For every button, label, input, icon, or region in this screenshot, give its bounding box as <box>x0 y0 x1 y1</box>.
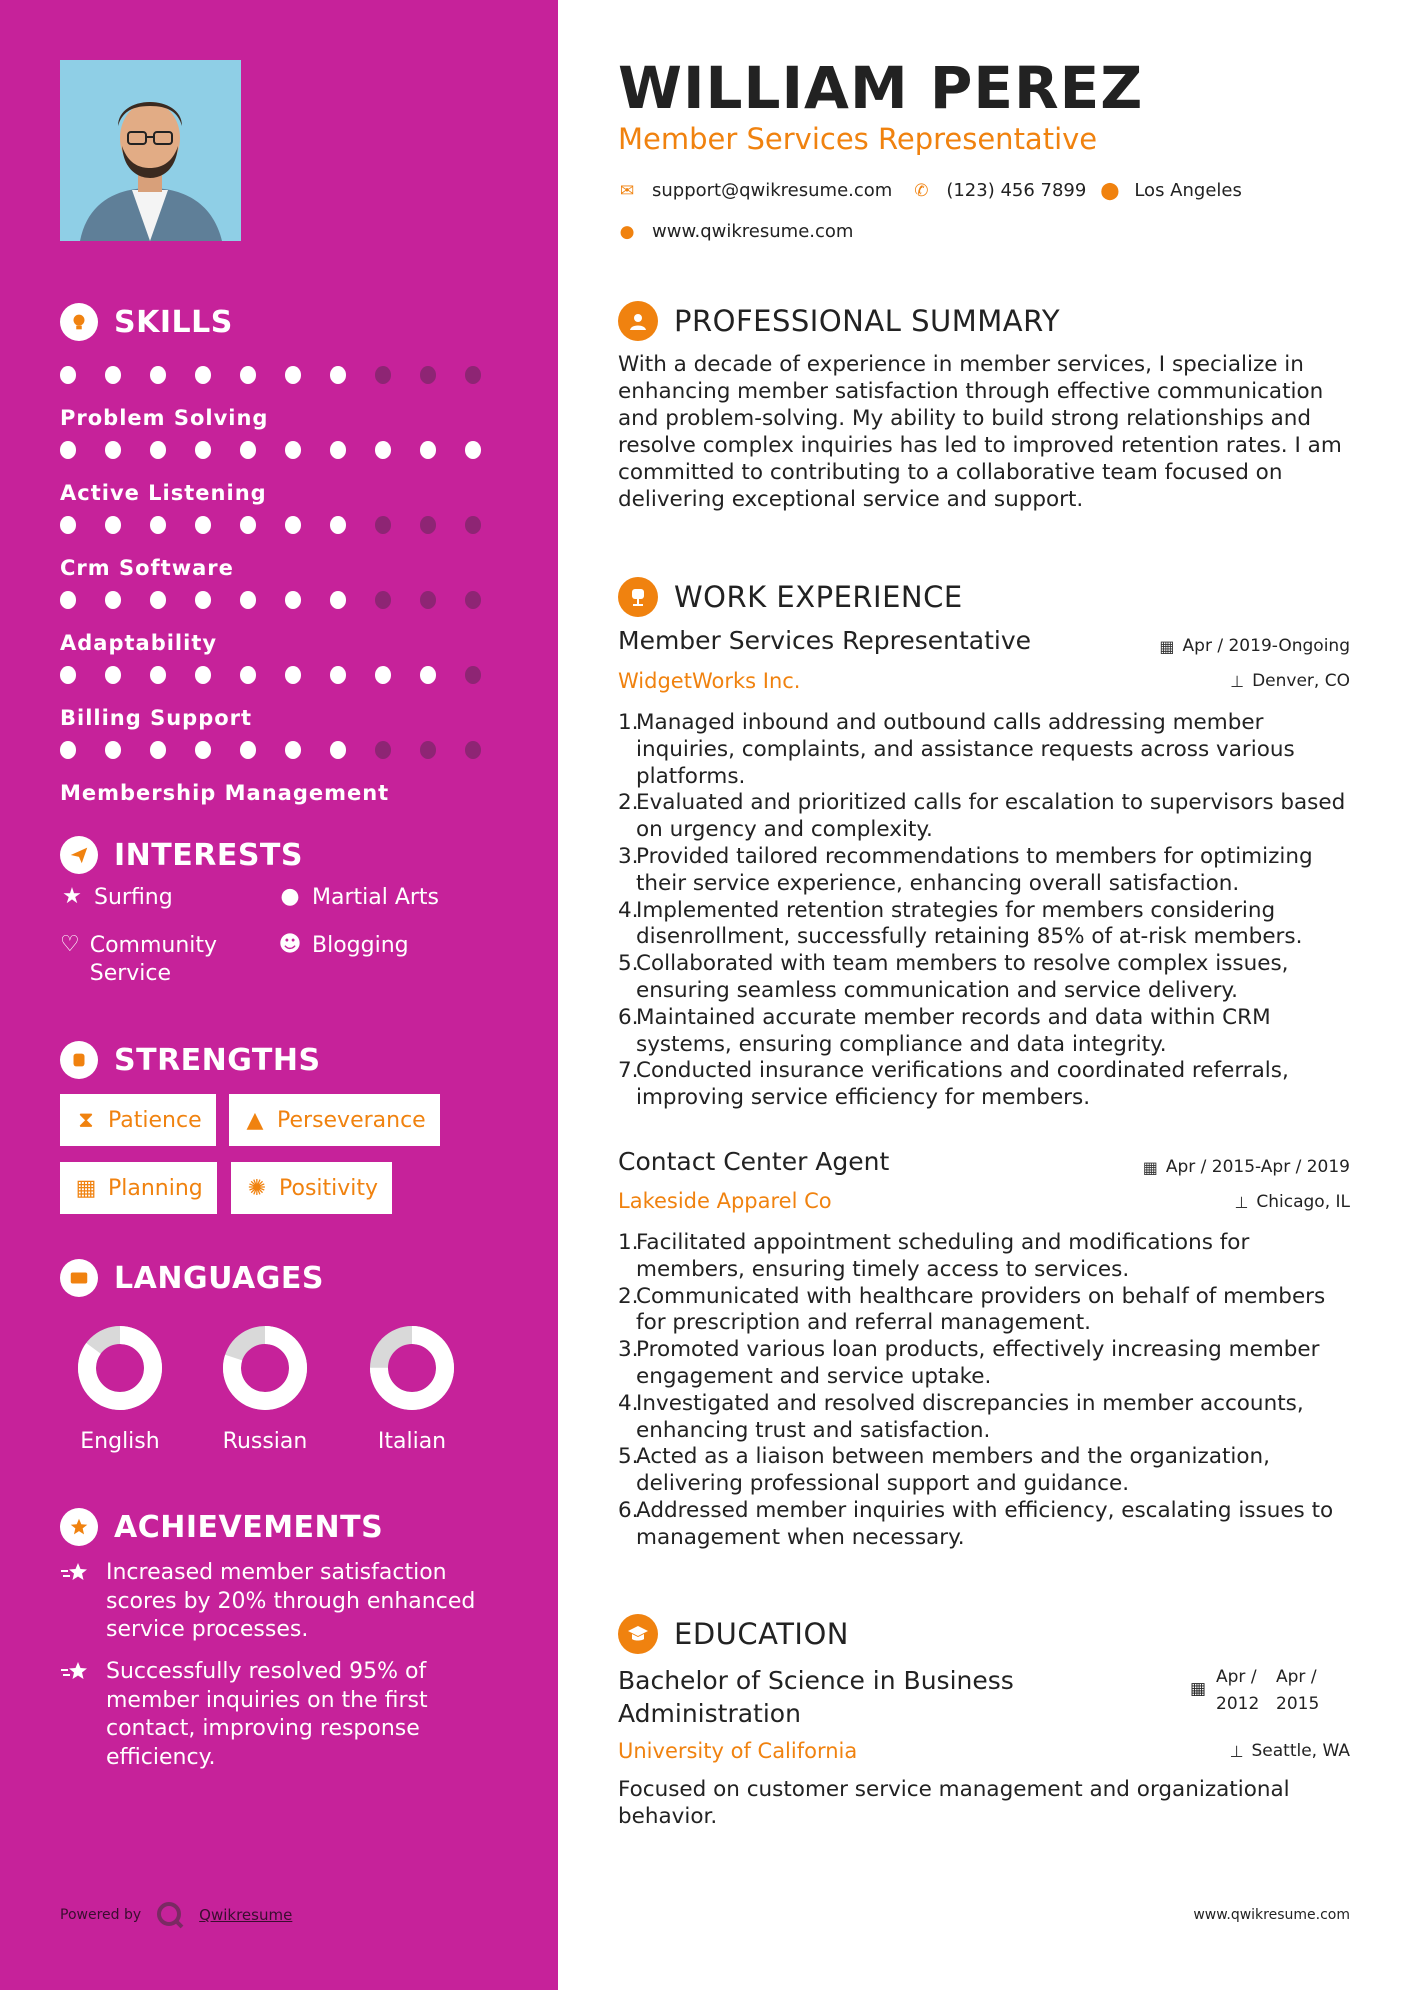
skill-dot <box>105 666 121 684</box>
strength-badge <box>231 1162 392 1214</box>
shooting-star-icon <box>60 1658 92 1772</box>
skill-dot <box>465 591 481 609</box>
duty-text: Managed inbound and outbound calls addressing member inquiries, complaints, and assistance requests across various platforms. <box>636 710 1295 789</box>
job-location <box>1234 1192 1350 1212</box>
duty-item <box>618 898 1353 952</box>
skill-dot <box>285 366 301 384</box>
skill-dot <box>150 366 166 384</box>
star-icon: ★ <box>62 884 82 909</box>
footer-website[interactable]: www.qwikresume.com <box>1193 1907 1350 1923</box>
skill-dot <box>420 366 436 384</box>
website-text[interactable]: www.qwikresume.com <box>652 221 854 242</box>
job-dates-text: Apr / 2019-Ongoing <box>1182 636 1350 656</box>
profile-photo <box>60 60 241 241</box>
briefcase-chair-icon <box>618 577 658 617</box>
duty-number: 7. <box>618 1058 639 1084</box>
skill-dot <box>105 366 121 384</box>
skill-dot <box>330 441 346 459</box>
skill-rating <box>60 591 510 609</box>
education-heading <box>618 1614 849 1654</box>
skills-heading <box>60 303 233 341</box>
skill-dot <box>240 516 256 534</box>
skill-dot <box>60 666 76 684</box>
education-description: Focused on customer service management and organizational behavior. <box>618 1777 1290 1829</box>
skill-dot <box>60 441 76 459</box>
skill-dot <box>105 741 121 759</box>
skill-dot <box>465 516 481 534</box>
sun-icon: ✺ <box>247 1175 267 1201</box>
skill-dot <box>330 366 346 384</box>
skill-name: Membership Management <box>60 781 390 805</box>
duty-item <box>618 951 1353 1005</box>
skill-rating <box>60 516 510 534</box>
skill-dot <box>60 516 76 534</box>
sidebar <box>0 0 558 1990</box>
skill-name: Billing Support <box>60 706 253 730</box>
job-title: Contact Center Agent <box>618 1147 890 1176</box>
strength-badge <box>60 1162 217 1214</box>
skill-dot <box>240 441 256 459</box>
fist-icon <box>60 1041 98 1079</box>
skill-dot <box>330 591 346 609</box>
user-icon <box>618 301 658 341</box>
duty-number: 3. <box>618 1337 639 1363</box>
skill-name: Crm Software <box>60 556 234 580</box>
skill-dot <box>420 441 436 459</box>
duty-number: 2. <box>618 1283 639 1309</box>
skill-dot <box>330 516 346 534</box>
skill-dot <box>375 591 391 609</box>
skill-item <box>60 502 510 580</box>
powered-by-label: Powered by <box>60 1907 142 1923</box>
pin-icon: ⊥ <box>1230 671 1245 691</box>
duty-text: Implemented retention strategies for members considering disenrollment, successfully retaining 85% of at-risk members. <box>636 897 1303 950</box>
skill-dot <box>150 441 166 459</box>
job-location <box>1230 671 1350 691</box>
main-content <box>618 0 1350 1990</box>
summary-heading <box>618 301 1060 341</box>
duty-item <box>618 844 1353 898</box>
envelope-icon: ✉ <box>619 180 635 201</box>
duty-number: 4. <box>618 1390 639 1416</box>
skill-dot <box>285 441 301 459</box>
skill-dot <box>420 666 436 684</box>
trophy-star-icon <box>60 1508 98 1546</box>
skill-dot <box>330 666 346 684</box>
calendar-icon: ▦ <box>75 1175 97 1201</box>
job-location-text: Chicago, IL <box>1256 1192 1350 1212</box>
summary-title: PROFESSIONAL SUMMARY <box>674 304 1061 338</box>
education-end: Apr / 2015 <box>1276 1667 1320 1714</box>
skill-dot <box>375 666 391 684</box>
strength-label: Patience <box>108 1107 202 1133</box>
interest-item <box>278 884 439 912</box>
skill-dot <box>240 666 256 684</box>
achievement-item <box>60 1658 500 1772</box>
interest-label: Blogging <box>312 933 409 958</box>
interest-item <box>278 932 409 960</box>
skill-item <box>60 577 510 655</box>
skill-item <box>60 427 510 505</box>
experience-heading <box>618 577 963 617</box>
duty-text: Maintained accurate member records and data within CRM systems, ensuring compliance and data integrity. <box>636 1004 1271 1057</box>
qwikresume-logo-icon <box>155 1900 185 1930</box>
duty-text: Conducted insurance verifications and coordinated referrals, improving service efficiency for members. <box>636 1058 1289 1111</box>
globe-icon: ● <box>619 221 635 242</box>
skill-dot <box>150 741 166 759</box>
experience-title: WORK EXPERIENCE <box>674 580 963 614</box>
achievement-item <box>60 1559 500 1645</box>
language-item <box>205 1325 325 1454</box>
calendar-icon: ▦ <box>1159 636 1175 656</box>
duty-item <box>618 1284 1353 1338</box>
achievement-text: Successfully resolved 95% of member inquiries on the first contact, improving response efficiency. <box>106 1659 428 1770</box>
education-title: EDUCATION <box>674 1617 850 1651</box>
job-title: Member Services Representative <box>618 626 1032 655</box>
duty-text: Facilitated appointment scheduling and modifications for members, ensuring timely access to services. <box>636 1230 1250 1282</box>
calendar-icon: ▦ <box>1189 1679 1206 1699</box>
duty-item <box>618 1058 1353 1112</box>
job-duties-list <box>618 710 1353 1112</box>
hourglass-icon: ⧗ <box>78 1107 94 1133</box>
strength-badge <box>229 1094 440 1146</box>
duty-number: 5. <box>618 951 639 977</box>
skill-dot <box>420 591 436 609</box>
candidate-title: Member Services Representative <box>618 122 1098 156</box>
duty-text: Provided tailored recommendations to members for optimizing their service experience, enhancing overall satisfaction. <box>636 843 1313 896</box>
education-dates <box>1190 1664 1330 1718</box>
duty-number: 5. <box>618 1444 639 1470</box>
strengths-heading <box>60 1041 321 1079</box>
email-text[interactable]: support@qwikresume.com <box>652 180 893 201</box>
hand-icon: ♡ <box>60 932 80 957</box>
skill-dot <box>150 666 166 684</box>
languages-title: LANGUAGES <box>114 1260 324 1296</box>
duty-number: 6. <box>618 1497 639 1523</box>
skill-dot <box>285 741 301 759</box>
duty-number: 2. <box>618 790 639 816</box>
skill-dot <box>375 516 391 534</box>
skill-dot <box>330 741 346 759</box>
powered-by <box>60 1900 292 1930</box>
interest-label: Surfing <box>94 885 173 910</box>
job-company: WidgetWorks Inc. <box>618 669 801 693</box>
language-item <box>60 1325 180 1454</box>
duty-text: Communicated with healthcare providers on behalf of members for prescription and referral management. <box>636 1283 1326 1336</box>
skill-dot <box>465 441 481 459</box>
duty-text: Acted as a liaison between members and the organization, delivering professional support and guidance. <box>636 1444 1271 1497</box>
skill-dot <box>465 366 481 384</box>
skill-dot <box>195 366 211 384</box>
road-icon: ▲ <box>246 1107 264 1133</box>
duty-text: Promoted various loan products, effectively increasing member engagement and service uptake. <box>636 1337 1320 1389</box>
skill-item <box>60 652 510 730</box>
job-dates <box>1143 1157 1350 1177</box>
skill-rating <box>60 666 510 684</box>
duty-item <box>618 1444 1353 1498</box>
language-item <box>352 1325 472 1454</box>
candidate-name: WILLIAM PEREZ <box>618 54 1144 122</box>
education-location-text: Seattle, WA <box>1251 1741 1350 1761</box>
skill-dot <box>195 591 211 609</box>
skill-dot <box>105 591 121 609</box>
skill-name: Adaptability <box>60 631 218 655</box>
globe-icon: ● <box>280 884 300 909</box>
skill-dot <box>60 591 76 609</box>
map-pin-icon: ⬤ <box>1100 180 1120 201</box>
duty-item <box>618 710 1353 790</box>
skill-dot <box>240 741 256 759</box>
language-level-ring <box>77 1325 163 1411</box>
duty-number: 4. <box>618 897 639 923</box>
duty-item <box>618 1391 1353 1445</box>
lightbulb-icon <box>60 303 98 341</box>
skill-dot <box>195 666 211 684</box>
language-level-ring <box>369 1325 455 1411</box>
strength-label: Positivity <box>279 1175 379 1201</box>
skill-dot <box>285 591 301 609</box>
pin-icon: ⊥ <box>1234 1192 1249 1212</box>
duty-item <box>618 1230 1353 1284</box>
duty-text: Evaluated and prioritized calls for escalation to supervisors based on urgency and complexity. <box>636 790 1346 843</box>
duty-text: Collaborated with team members to resolve complex issues, ensuring seamless communication and service delivery. <box>636 951 1289 1003</box>
achievements-title: ACHIEVEMENTS <box>114 1509 384 1545</box>
skill-dot <box>465 741 481 759</box>
interest-item <box>60 884 173 912</box>
interest-label: Community Service <box>89 933 218 986</box>
skill-name: Active Listening <box>60 481 267 505</box>
skill-dot <box>285 516 301 534</box>
interests-title: INTERESTS <box>114 837 303 873</box>
qwikresume-link[interactable]: Qwikresume <box>199 1906 293 1924</box>
language-name: English <box>80 1429 160 1454</box>
education-location <box>1230 1741 1350 1761</box>
skills-title: SKILLS <box>114 304 233 340</box>
job-duties-list <box>618 1230 1353 1552</box>
duty-item <box>618 1337 1353 1391</box>
skill-dot <box>105 441 121 459</box>
paper-plane-icon <box>60 836 98 874</box>
skill-rating <box>60 366 510 384</box>
users-icon: ☻ <box>278 932 302 957</box>
skill-rating <box>60 741 510 759</box>
shooting-star-icon <box>60 1559 92 1645</box>
skill-dot <box>420 516 436 534</box>
phone-icon: ✆ <box>914 180 929 201</box>
languages-heading <box>60 1259 324 1297</box>
school-name: University of California <box>618 1739 858 1763</box>
language-name: Italian <box>377 1429 447 1454</box>
achievements-heading <box>60 1508 383 1546</box>
skill-dot <box>375 441 391 459</box>
skill-dot <box>420 741 436 759</box>
skill-dot <box>375 366 391 384</box>
phone-text: (123) 456 7899 <box>946 180 1087 201</box>
skill-dot <box>195 741 211 759</box>
skill-dot <box>150 516 166 534</box>
duty-item <box>618 1498 1353 1552</box>
degree-title: Bachelor of Science in Business Administration <box>618 1666 1014 1728</box>
skill-dot <box>240 591 256 609</box>
duty-number: 1. <box>618 710 639 735</box>
language-name: Russian <box>222 1429 308 1454</box>
job-location-text: Denver, CO <box>1252 671 1350 691</box>
duty-item <box>618 790 1353 844</box>
skill-item <box>60 727 510 805</box>
calendar-icon: ▦ <box>1142 1157 1158 1177</box>
skill-item <box>60 352 510 430</box>
language-level-ring <box>222 1325 308 1411</box>
duty-item <box>618 1005 1353 1059</box>
contact-website <box>618 221 853 242</box>
skill-dot <box>465 666 481 684</box>
duty-number: 3. <box>618 843 639 869</box>
interests-heading <box>60 836 303 874</box>
duty-number: 6. <box>618 1004 639 1030</box>
location-text: Los Angeles <box>1134 180 1242 201</box>
skill-dot <box>105 516 121 534</box>
contact-email <box>618 180 1242 201</box>
skill-dot <box>60 366 76 384</box>
graduation-cap-icon <box>618 1614 658 1654</box>
skill-rating <box>60 441 510 459</box>
skill-dot <box>195 441 211 459</box>
job-dates-text: Apr / 2015-Apr / 2019 <box>1165 1157 1350 1177</box>
interest-item <box>60 932 260 988</box>
skill-dot <box>240 366 256 384</box>
strengths-title: STRENGTHS <box>114 1042 321 1078</box>
strength-badge <box>60 1094 216 1146</box>
education-start: Apr / 2012 <box>1216 1667 1260 1714</box>
skill-dot <box>150 591 166 609</box>
interest-label: Martial Arts <box>312 885 440 910</box>
duty-text: Addressed member inquiries with efficiency, escalating issues to management when necessary. <box>636 1497 1334 1550</box>
skill-dot <box>285 666 301 684</box>
skill-dot <box>375 741 391 759</box>
strength-label: Perseverance <box>277 1107 426 1133</box>
strength-label: Planning <box>108 1175 203 1201</box>
job-dates <box>1159 636 1350 656</box>
achievement-text: Increased member satisfaction scores by 20% through enhanced service processes. <box>106 1560 476 1642</box>
pin-icon: ⊥ <box>1229 1741 1244 1761</box>
skill-dot <box>60 741 76 759</box>
summary-text: With a decade of experience in member services, I specialize in enhancing member satisfaction through effective communication and problem-solving. My ability to build strong relationships and resolve complex inquiries has led to improved retention rates. I am committed to contributing to a collaborative team focused on delivering exceptional service and support. <box>618 352 1342 512</box>
skill-name: Problem Solving <box>60 406 269 430</box>
job-company: Lakeside Apparel Co <box>618 1189 832 1213</box>
translate-icon <box>60 1259 98 1297</box>
duty-text: Investigated and resolved discrepancies in member accounts, enhancing trust and satisfaction. <box>636 1390 1304 1443</box>
skill-dot <box>195 516 211 534</box>
duty-number: 1. <box>618 1230 639 1255</box>
